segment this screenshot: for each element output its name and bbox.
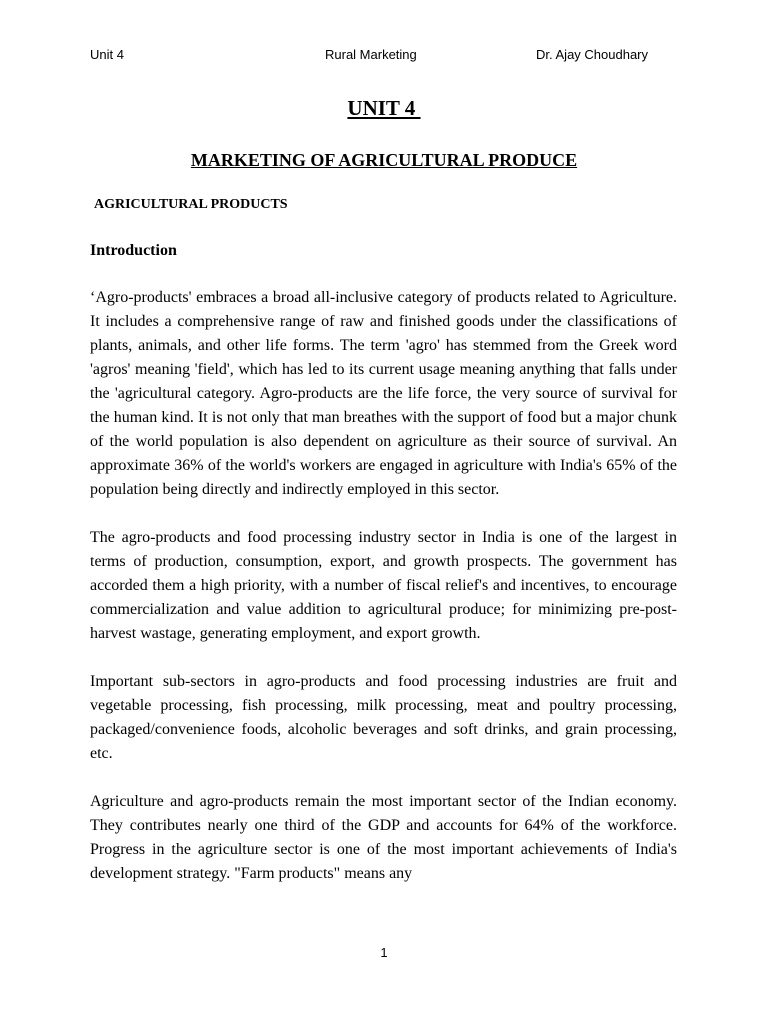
paragraph-economy: Agriculture and agro-products remain the most important sector of the Indian economy. They contributes nearly one third of the GDP and accounts for 64% of the workforce. Progress in the agriculture sector is one of the most important achievements of India's development strategy. "Farm products" means any (90, 793, 677, 882)
paragraph-industry-sector: The agro-products and food processing industry sector in India is one of the largest in terms of production, consumption, export, and growth prospects. The government has accorded them a high priority, with a number of fiscal relief's and incentives, to encourage commercialization and value addition to agricultural produce; for minimizing pre-post-harvest wastage, generating employment, and export growth. (90, 529, 677, 642)
section-heading: AGRICULTURAL PRODUCTS (94, 197, 288, 212)
header-unit-label: Unit 4 (90, 47, 124, 62)
body-text-area (90, 286, 677, 934)
chapter-title: MARKETING OF AGRICULTURAL PRODUCE (190, 150, 578, 170)
page-number: 1 (380, 945, 388, 960)
running-header (90, 46, 678, 64)
paragraph-sub-sectors: Important sub-sectors in agro-products and food processing industries are fruit and vegetable processing, fish processing, milk processing, meat and poultry processing, packaged/convenience foods, alcoholic beverages and soft drinks, and grain processing, etc. (90, 673, 677, 762)
body-text (90, 286, 677, 886)
unit-title: UNIT 4 (347, 96, 421, 120)
introduction-heading: Introduction (90, 242, 177, 259)
header-author: Dr. Ajay Choudhary (536, 47, 649, 62)
paragraph-intro: ‘Agro-products' embraces a broad all-inclusive category of products related to Agriculture. It includes a comprehensive range of raw and finished goods under the classifications of plants, animals, and other life forms. The term 'agro' has stemmed from the Greek word 'agros' meaning 'field', which has led to its current usage meaning anything that falls under the 'agricultural category. Agro-products are the life force, the very source of survival for the human kind. It is not only that man breathes with the support of food but a major chunk of the world population is also dependent on agriculture as their source of survival. An approximate 36% of the world's workers are engaged in agriculture with India's 65% of the population being directly and indirectly employed in this sector. (90, 289, 677, 498)
header-course-title: Rural Marketing (325, 47, 417, 62)
